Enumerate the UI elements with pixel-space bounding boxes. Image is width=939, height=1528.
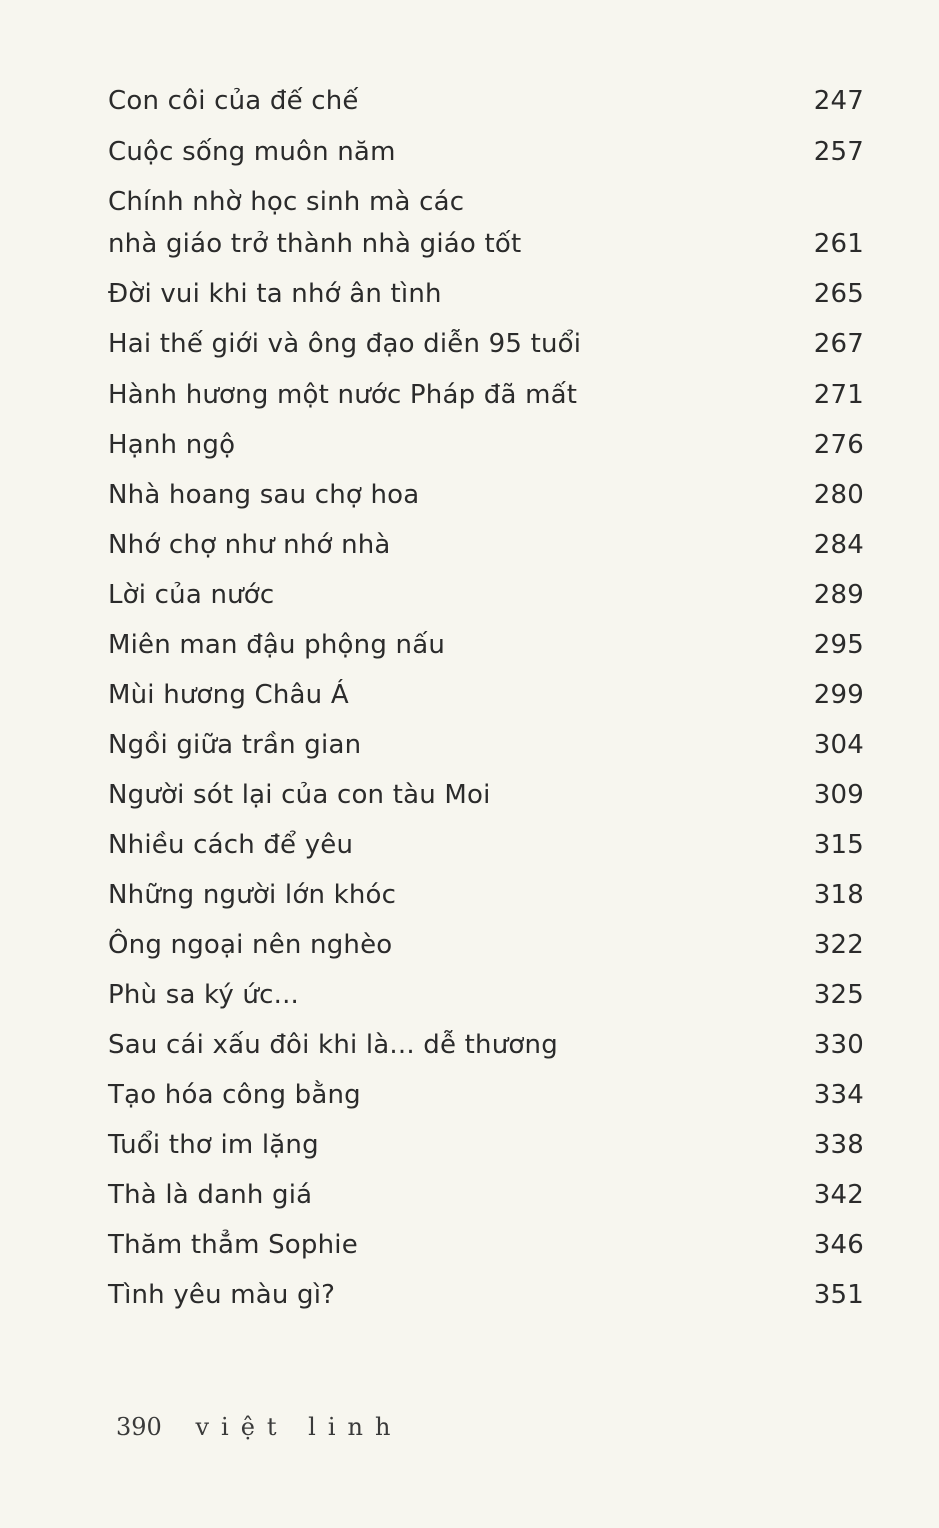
toc-entry-title: Ngồi giữa trần gian (108, 730, 362, 760)
toc-entry-title: Tuổi thơ im lặng (108, 1130, 319, 1160)
toc-entry-title: Nhiều cách để yêu (108, 830, 354, 860)
toc-entry-page: 346 (813, 1230, 864, 1260)
toc-entry-title (108, 181, 521, 265)
toc-entry-page: 289 (813, 580, 864, 610)
toc-entry-page: 338 (813, 1130, 864, 1160)
toc-entry-page: 309 (813, 780, 864, 810)
toc-entry-title: Phù sa ký ức... (108, 980, 299, 1010)
toc-entry-title: Hai thế giới và ông đạo diễn 95 tuổi (108, 329, 582, 359)
toc-entry-page: 351 (813, 1280, 864, 1310)
toc-entry-page: 334 (813, 1080, 864, 1110)
toc-entry-title: Hạnh ngộ (108, 430, 236, 460)
toc-entry-page: 330 (813, 1030, 864, 1060)
toc-entry-title: Sau cái xấu đôi khi là... dễ thương (108, 1030, 558, 1060)
toc-entry-title: Con côi của đế chế (108, 86, 359, 116)
toc-entry-title: Nhà hoang sau chợ hoa (108, 480, 420, 510)
toc-entry-title: Tình yêu màu gì? (108, 1280, 336, 1310)
toc-entry-title-line-1: Chính nhờ học sinh mà các (108, 187, 465, 217)
toc-entry-page: 267 (813, 329, 864, 359)
footer-author: việt linh (195, 1413, 403, 1441)
toc-entry-title: Cuộc sống muôn năm (108, 137, 396, 167)
toc-entry-page: 271 (813, 380, 864, 410)
toc-entry-page: 247 (813, 86, 864, 116)
toc-entry-page: 304 (813, 730, 864, 760)
toc-entry-title: Mùi hương Châu Á (108, 680, 349, 710)
toc-entry-title: Miên man đậu phộng nấu (108, 630, 446, 660)
toc-entry-page: 315 (813, 830, 864, 860)
toc-entry-title: Ông ngoại nên nghèo (108, 930, 393, 960)
toc-entry-title: Nhớ chợ như nhớ nhà (108, 530, 391, 560)
toc-entry-title: Đời vui khi ta nhớ ân tình (108, 279, 442, 309)
footer-page-number: 390 (116, 1413, 162, 1441)
toc-entry-title: Thăm thẳm Sophie (108, 1230, 358, 1260)
toc-entry-page: 265 (813, 279, 864, 309)
toc-entry-title: Người sót lại của con tàu Moi (108, 780, 491, 810)
toc-entry-title-line-2: nhà giáo trở thành nhà giáo tốt (108, 229, 522, 259)
toc-entry-page: 295 (813, 630, 864, 660)
toc-entry-page: 276 (813, 430, 864, 460)
toc-entry-page: 318 (813, 880, 864, 910)
toc-entry-page: 325 (813, 980, 864, 1010)
toc-entry-title: Tạo hóa công bằng (108, 1080, 361, 1110)
toc-entry-page: 284 (813, 530, 864, 560)
toc-entry-title: Những người lớn khóc (108, 880, 397, 910)
toc-entry-page: 261 (813, 229, 864, 259)
toc-entry-page: 299 (813, 680, 864, 710)
toc-entry-title: Thà là danh giá (108, 1180, 313, 1210)
toc-entry-page: 257 (813, 137, 864, 167)
toc-entry-page: 322 (813, 930, 864, 960)
toc-entry-page: 280 (813, 480, 864, 510)
toc-entry-title: Hành hương một nước Pháp đã mất (108, 380, 578, 410)
page-footer (116, 1413, 402, 1441)
toc-entry-title: Lời của nước (108, 580, 275, 610)
toc-entry-page: 342 (813, 1180, 864, 1210)
